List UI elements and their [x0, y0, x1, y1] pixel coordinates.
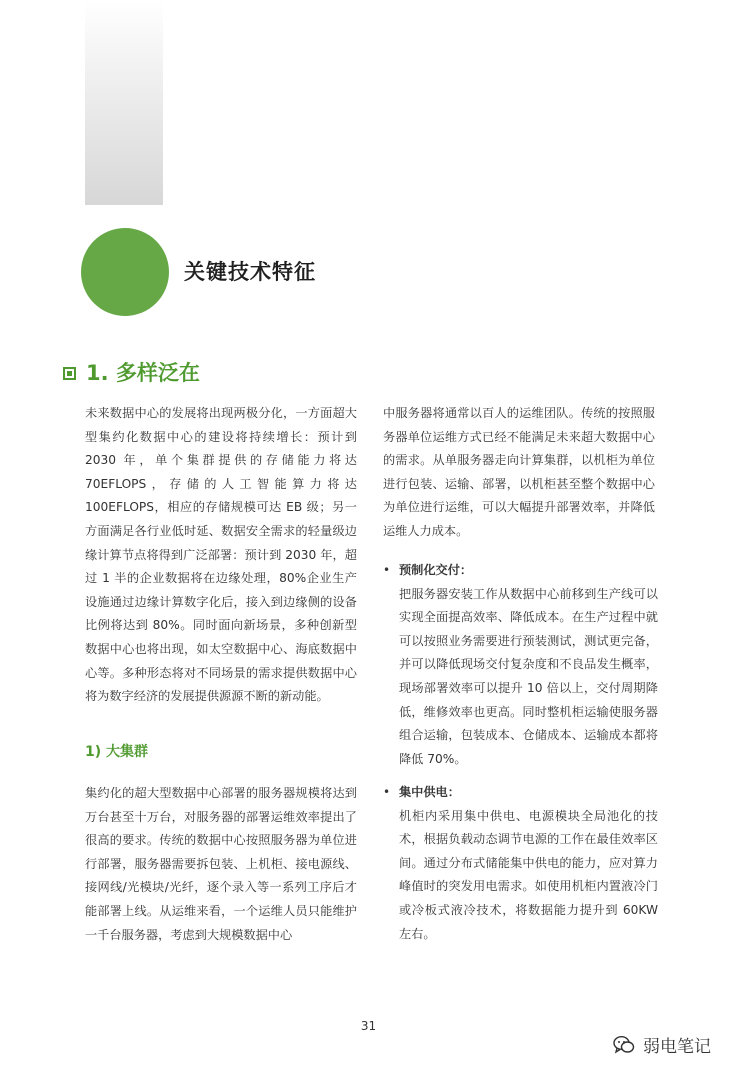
section-title: 关键技术特征 [184, 260, 316, 284]
bullet-title: 预制化交付： [399, 563, 473, 577]
watermark [613, 1032, 711, 1057]
subsection-title: 1. 多样泛在 [86, 361, 200, 385]
bullet-body: 机柜内采用集中供电、电源模块全局池化的技术，根据负载动态调节电源的工作在最佳效率区间。通过分布式储能集中供电的能力，应对算力峰值时的突发用电需求。如使用机柜内置液冷门或冷板式液冷技术，将数据能力提升到 60KW 左右。 [399, 808, 658, 941]
page-number: 31 [360, 1019, 377, 1033]
right-column [383, 402, 655, 544]
watermark-text: 弱电笔记 [643, 1037, 711, 1057]
subheading-large-cluster: 1) 大集群 [85, 744, 149, 760]
bullet-dot-icon: • [383, 785, 391, 799]
bullet-body: 把服务器安装工作从数据中心前移到生产线可以实现全面提高效率、降低成本。在生产过程中就可以按照业务需要进行预装测试，测试更完备，并可以降低现场交付复杂度和不良品发生概率，现场部署效率可以提升 10 倍以上，交付周期降低，维修效率也更高。同时整机柜运输使服务器组合运输，包装成本、仓储成本、运输成本都将降低 70%。 [399, 586, 658, 766]
left-column-2 [85, 782, 357, 947]
bullet-item-centralized-power [383, 781, 658, 946]
left-column [85, 402, 357, 709]
square-bullet-icon [63, 367, 76, 380]
bullet-item-prefab-delivery [383, 559, 658, 771]
bullet-dot-icon: • [383, 563, 391, 577]
left-paragraph-1: 未来数据中心的发展将出现两极分化，一方面超大型集约化数据中心的建设将持续增长：预计到 2030 年，单个集群提供的存储能力将达 70EFLOPS，存储的人工智能算力将达 100EFLOPS，相应的存储规模可达 EB 级；另一方面满足各行业低时延、数据安全需求的轻量级边缘计算节点将得到广泛部署：预计到 2030 年，超过 1 半的企业数据将在边缘处理，80%企业生产设施通过边缘计算数字化后，接入到边缘侧的设备比例将达到 80%。同时面向新场景，多种创新型数据中心也将出现，如太空数据中心、海底数据中心等。多种形态将对不同场景的需求提供数据中心将为数字经济的发展提供源源不断的新动能。 [85, 406, 357, 704]
subsection-heading [63, 357, 200, 387]
wechat-icon [613, 1035, 635, 1055]
right-paragraph-1: 中服务器将通常以百人的运维团队。传统的按照服务器单位运维方式已经不能满足未来超大数据中心的需求。从单服务器走向计算集群，以机柜为单位进行包装、运输、部署，以机柜甚至整个数据中心为单位进行运维，可以大幅提升部署效率，并降低运维人力成本。 [383, 406, 655, 538]
decorative-top-tab [85, 0, 163, 205]
bullet-title: 集中供电： [399, 785, 460, 799]
green-circle-decoration [81, 228, 169, 316]
left-paragraph-2: 集约化的超大型数据中心部署的服务器规模将达到万台甚至十万台，对服务器的部署运维效率提出了很高的要求。传统的数据中心按照服务器为单位进行部署，服务器需要拆包装、上机柜、接电源线、接网线/光模块/光纤，逐个录入等一系列工序后才能部署上线。从运维来看，一个运维人员只能维护一千台服务器，考虑到大规模数据中心 [85, 786, 357, 942]
